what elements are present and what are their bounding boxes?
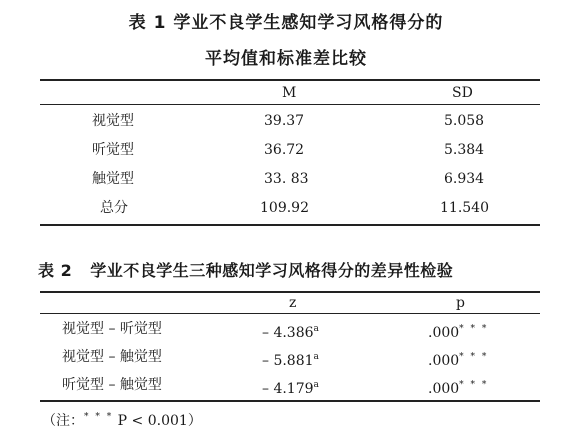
table1-header-rule	[40, 104, 540, 105]
table2-row-label: 听觉型 – 触觉型	[62, 377, 162, 393]
footnote-text: P < 0.001）	[113, 413, 202, 429]
table2-bottom-rule	[40, 400, 540, 402]
table1-row-label: 总分	[100, 200, 128, 216]
table2-row-p	[428, 348, 488, 370]
table2-header-p: p	[456, 295, 465, 311]
table2-p-stars: * * *	[459, 380, 489, 390]
table1-title-line2: 平均值和标准差比较	[205, 49, 367, 69]
table2-title-text: 学业不良学生三种感知学习风格得分的差异性检验	[90, 261, 454, 280]
table1-row-m: 109.92	[260, 200, 309, 216]
table2-row-z	[262, 320, 321, 342]
table1-row-label: 触觉型	[92, 171, 134, 187]
table2-z-superscript: a	[313, 352, 321, 362]
table1-row-sd: 5.058	[444, 113, 485, 129]
table2-row-z	[262, 376, 321, 398]
table2-header-z: z	[289, 295, 297, 311]
table2-p-stars: * * *	[459, 324, 489, 334]
table2-top-rule	[40, 291, 540, 293]
table2-row-p	[428, 376, 488, 398]
table1-header-sd: SD	[452, 85, 473, 101]
table2-p-value: .000	[428, 353, 460, 369]
table2-title	[38, 258, 453, 281]
table1-title-line1: 表 1 学业不良学生感知学习风格得分的	[128, 13, 444, 33]
table1-bottom-rule	[40, 224, 540, 226]
table1-row-sd: 11.540	[440, 200, 489, 216]
table2-p-stars: * * *	[459, 352, 489, 362]
table2-row-z	[262, 348, 321, 370]
table2-row-p	[428, 320, 488, 342]
table1-row-sd: 6.934	[444, 171, 485, 187]
table2-row-label: 视觉型 – 触觉型	[62, 349, 162, 365]
table2-p-value: .000	[428, 381, 460, 397]
table2-z-value: – 5.881	[262, 353, 314, 369]
table1-header-m: M	[282, 85, 297, 101]
table1-row-label: 视觉型	[92, 113, 134, 129]
table1-row-m: 39.37	[264, 113, 305, 129]
table1-row-m: 33. 83	[264, 171, 309, 187]
table2-z-value: – 4.386	[262, 325, 314, 341]
table2-z-value: – 4.179	[262, 381, 314, 397]
table2-row-label: 视觉型 – 听觉型	[62, 321, 162, 337]
table2-z-superscript: a	[313, 380, 321, 390]
table2-header-rule	[40, 313, 540, 314]
footnote-stars: * * *	[84, 412, 114, 422]
table1-top-rule	[40, 79, 540, 81]
table2-p-value: .000	[428, 325, 460, 341]
table1-row-m: 36.72	[264, 142, 305, 158]
table1-row-label: 听觉型	[92, 142, 134, 158]
table2-title-number: 表 2	[38, 261, 73, 280]
table2-footnote	[42, 410, 202, 430]
table2-z-superscript: a	[313, 324, 321, 334]
table1-row-sd: 5.384	[444, 142, 485, 158]
footnote-prefix: （注：	[42, 413, 84, 429]
